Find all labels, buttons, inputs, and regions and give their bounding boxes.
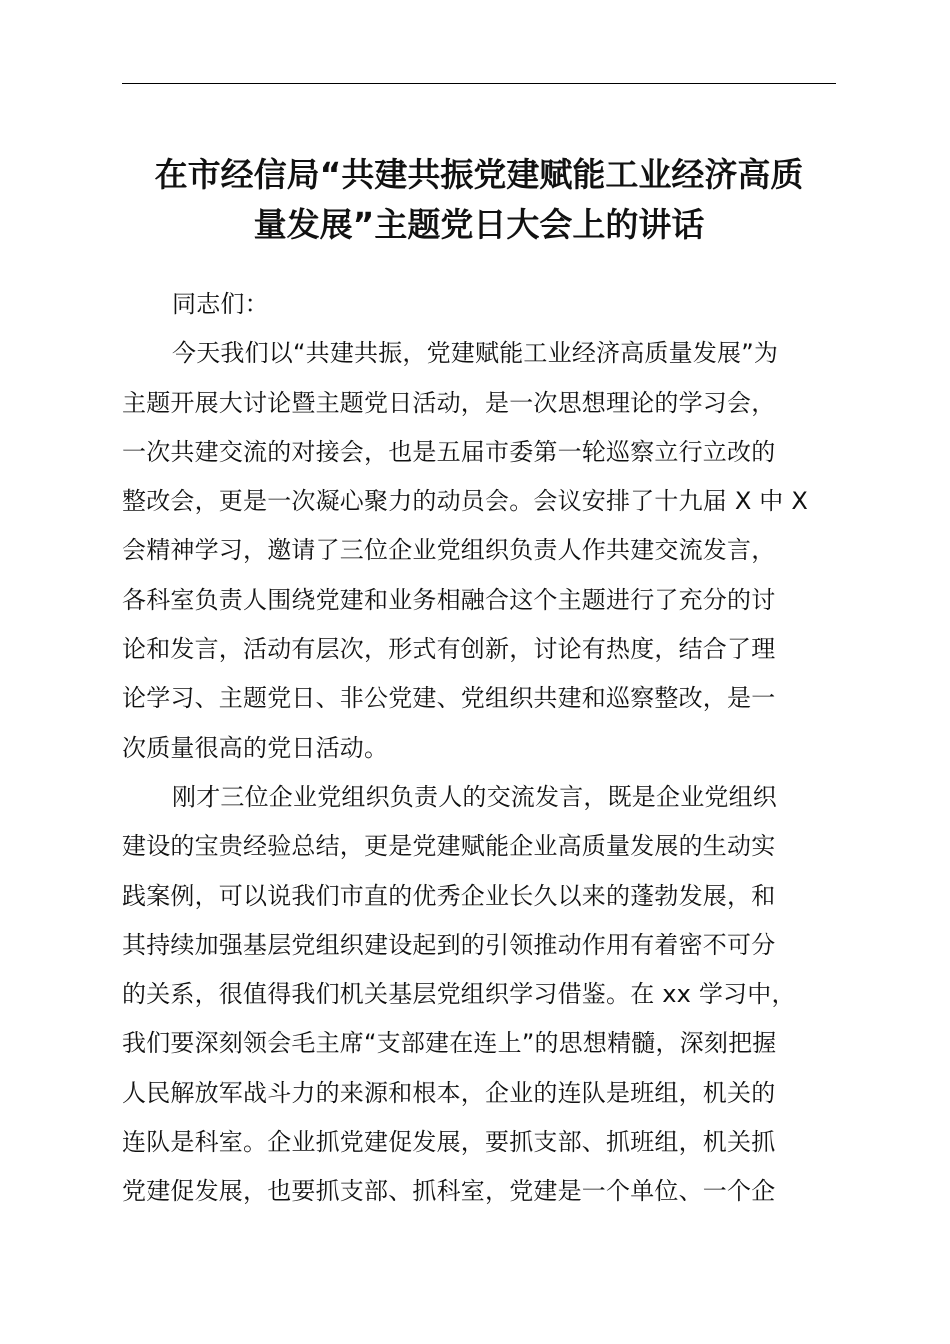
paragraph-1-line: 次质量很高的党日活动。	[122, 733, 389, 762]
paragraph-2-line: 我们要深刻领会毛主席“支部建在连上”的思想精髓，深刻把握	[122, 1029, 777, 1058]
paragraph-1-line: 各科室负责人围绕党建和业务相融合这个主题进行了充分的讨	[122, 585, 776, 614]
paragraph-1-line: 论和发言，活动有层次，形式有创新，讨论有热度，结合了理	[122, 635, 776, 664]
title-line: 量发展”主题党日大会上的讲话	[253, 205, 705, 244]
paragraph-2-line: 建设的宝贵经验总结，更是党建赋能企业高质量发展的生动实	[122, 832, 776, 861]
paragraph-2-line: 的关系，很值得我们机关基层党组织学习借鉴。在 xx 学习中，	[122, 980, 796, 1009]
title-line: 在市经信局“共建共振党建赋能工业经济高质	[154, 155, 804, 194]
paragraph-1-line: 一次共建交流的对接会，也是五届市委第一轮巡察立行立改的	[122, 437, 776, 466]
salutation: 同志们：	[172, 290, 269, 318]
paragraph-1-line: 论学习、主题党日、非公党建、党组织共建和巡察整改，是一	[122, 684, 776, 713]
document-title	[110, 150, 848, 250]
paragraph-2-line: 践案例，可以说我们市直的优秀企业长久以来的蓬勃发展，和	[122, 881, 776, 910]
paragraph-2-line: 人民解放军战斗力的来源和根本，企业的连队是班组，机关的	[122, 1078, 776, 1107]
document-body	[122, 280, 836, 1217]
paragraph-1-line: 整改会，更是一次凝心聚力的动员会。会议安排了十九届 X 中 X	[122, 487, 808, 516]
paragraph-2-line: 其持续加强基层党组织建设起到的引领推动作用有着密不可分	[122, 930, 776, 959]
header-rule	[122, 83, 836, 84]
paragraph-1-line: 今天我们以“共建共振，党建赋能工业经济高质量发展”为	[172, 339, 779, 368]
paragraph-2-line: 连队是科室。企业抓党建促发展，要抓支部、抓班组，机关抓	[122, 1128, 776, 1157]
paragraph-1-line: 主题开展大讨论暨主题党日活动，是一次思想理论的学习会，	[122, 388, 776, 417]
paragraph-1-line: 会精神学习，邀请了三位企业党组织负责人作共建交流发言，	[122, 536, 776, 565]
paragraph-2-line: 党建促发展，也要抓支部、抓科室，党建是一个单位、一个企	[122, 1177, 776, 1206]
paragraph-2-line: 刚才三位企业党组织负责人的交流发言，既是企业党组织	[172, 782, 777, 811]
